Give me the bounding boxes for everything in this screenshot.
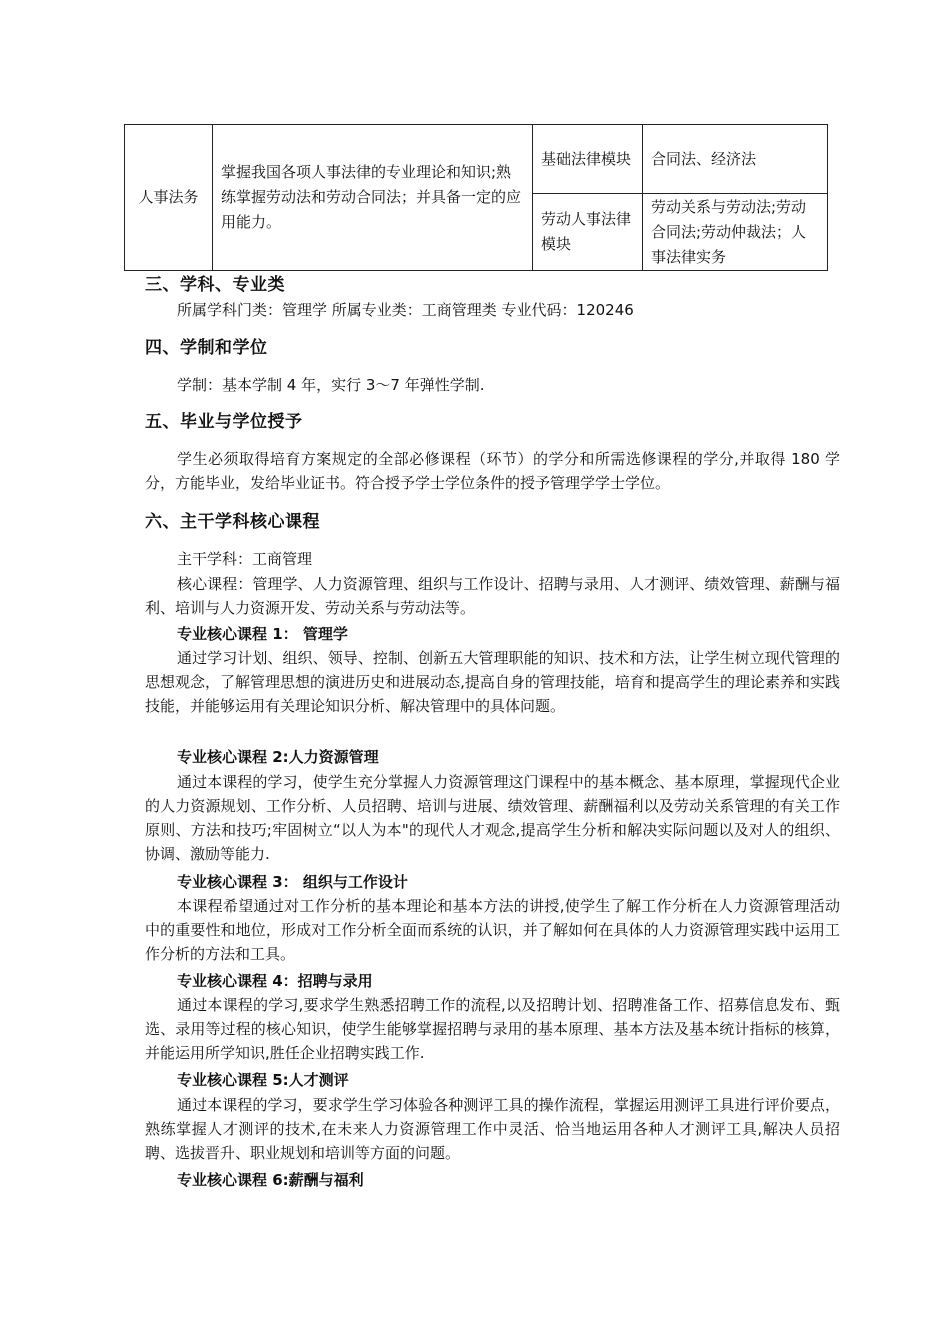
duration-info: 学制：基本学制 4 年，实行 3～7 年弹性学制. xyxy=(177,376,485,394)
course-description: 通过本课程的学习，使学生充分掌握人力资源管理这门课程中的基本概念、基本原理，掌握现代企业的人力资源规划、工作分析、人员招聘、培训与进展、绩效管理、薪酬福利以及劳动关系管理的有关工作原则、方法和技巧;牢固树立“以人为本"的现代人才观念,提高学生分析和解决实际问题以及对人的组织、协调、激励等能力. xyxy=(145,773,840,863)
core-courses-list: 核心课程：管理学、人力资源管理、组织与工作设计、招聘与录用、人才测评、绩效管理、薪酬与福利、培训与人力资源开发、劳动关系与劳动法等。 xyxy=(145,575,840,617)
section-heading-discipline: 三、学科、专业类 xyxy=(145,275,285,295)
category-cell: 人事法务 xyxy=(125,125,213,271)
course-title: 专业核心课程 3： 组织与工作设计 xyxy=(177,873,408,891)
table-row xyxy=(125,125,828,194)
module-name-cell: 劳动人事法律模块 xyxy=(533,194,643,271)
main-discipline: 主干学科：工商管理 xyxy=(177,550,313,568)
course-title: 专业核心课程 1： 管理学 xyxy=(177,625,348,643)
description-cell: 掌握我国各项人事法律的专业理论和知识;熟练掌握劳动法和劳动合同法；并具备一定的应用能力。 xyxy=(213,125,533,271)
course-title: 专业核心课程 6:薪酬与福利 xyxy=(177,1171,364,1189)
module-name-cell: 基础法律模块 xyxy=(533,125,643,194)
course-title: 专业核心课程 4：招聘与录用 xyxy=(177,972,373,990)
module-courses-cell: 劳动关系与劳动法;劳动合同法;劳动仲裁法；人事法律实务 xyxy=(643,194,828,271)
discipline-info: 所属学科门类：管理学 所属专业类：工商管理类 专业代码：120246 xyxy=(177,301,634,319)
course-description: 通过本课程的学习，要求学生学习体验各种测评工具的操作流程，掌握运用测评工具进行评价要点，熟练掌握人才测评的技术,在未来人力资源管理工作中灵活、恰当地运用各种人才测评工具,解决人员招聘、选拔晋升、职业规划和培训等方面的问题。 xyxy=(145,1096,840,1162)
course-description: 本课程希望通过对工作分析的基本理论和基本方法的讲授,使学生了解工作分析在人力资源管理活动中的重要性和地位，形成对工作分析全面而系统的认识，并了解如何在具体的人力资源管理实践中运用工作分析的方法和工具。 xyxy=(145,897,840,963)
course-description: 通过本课程的学习,要求学生熟悉招聘工作的流程,以及招聘计划、招聘准备工作、招募信息发布、甄选、录用等过程的核心知识，使学生能够掌握招聘与录用的基本原理、基本方法及基本统计指标的核算，并能运用所学知识,胜任企业招聘实践工作. xyxy=(145,996,840,1062)
module-courses-cell: 合同法、经济法 xyxy=(643,125,828,194)
course-title: 专业核心课程 2:人力资源管理 xyxy=(177,748,379,766)
section-heading-duration: 四、学制和学位 xyxy=(145,338,268,358)
section-heading-core-courses: 六、主干学科核心课程 xyxy=(145,512,320,532)
course-title: 专业核心课程 5:人才测评 xyxy=(177,1071,349,1089)
course-description: 通过学习计划、组织、领导、控制、创新五大管理职能的知识、技术和方法，让学生树立现代管理的思想观念，了解管理思想的演进历史和进展动态,提高自身的管理技能，培育和提高学生的理论素养和实践技能，并能够运用有关理论知识分析、解决管理中的具体问题。 xyxy=(145,649,840,715)
curriculum-table xyxy=(124,124,828,271)
graduation-info: 学生必须取得培育方案规定的全部必修课程（环节）的学分和所需选修课程的学分,并取得 180 学分，方能毕业，发给毕业证书。符合授予学士学位条件的授予管理学学士学位。 xyxy=(145,450,840,492)
section-heading-graduation: 五、毕业与学位授予 xyxy=(145,412,303,432)
